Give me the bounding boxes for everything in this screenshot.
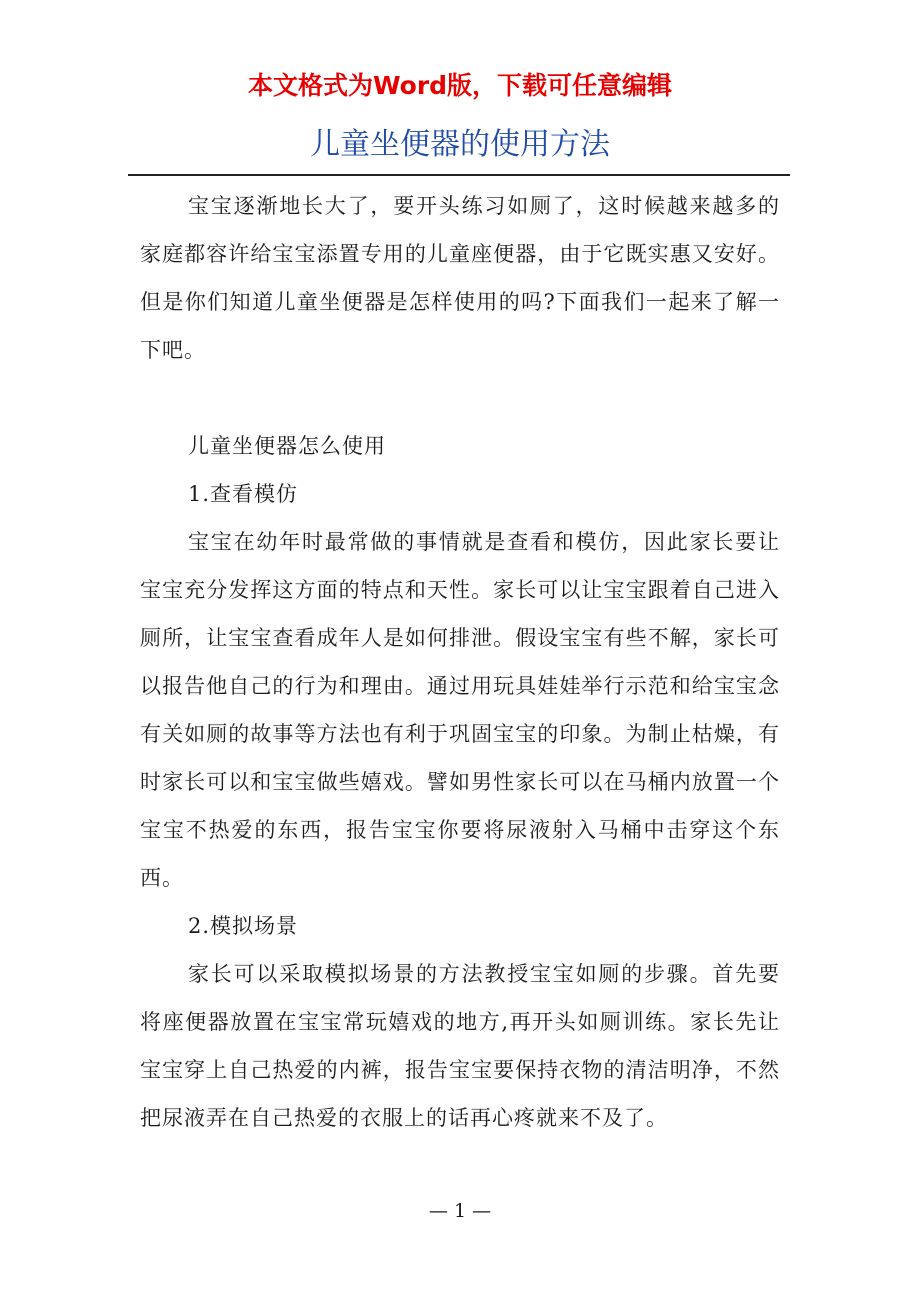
document-title: 儿童坐便器的使用方法 bbox=[310, 127, 610, 162]
document-body bbox=[140, 182, 780, 1142]
header-rule bbox=[128, 174, 790, 176]
section-heading: 儿童坐便器怎么使用 bbox=[188, 434, 386, 458]
paragraph-spacer bbox=[140, 374, 780, 422]
intro-paragraph: 宝宝逐渐地长大了，要开头练习如厕了，这时候越来越多的家庭都容许给宝宝添置专用的儿童座便器，由于它既实惠又安好。但是你们知道儿童坐便器是怎样使用的吗?下面我们一起来了解一下吧。 bbox=[140, 194, 780, 362]
page-number: — 1 — bbox=[428, 1200, 492, 1222]
step-heading-2: 2.模拟场景 bbox=[188, 914, 299, 938]
step-heading-1: 1.查看模仿 bbox=[188, 482, 299, 506]
step-1-paragraph: 宝宝在幼年时最常做的事情就是查看和模仿，因此家长要让宝宝充分发挥这方面的特点和天性。家长可以让宝宝跟着自己进入厕所，让宝宝查看成年人是如何排泄。假设宝宝有些不解，家长可以报告他自己的行为和理由。通过用玩具娃娃举行示范和给宝宝念有关如厕的故事等方法也有利于巩固宝宝的印象。为制止枯燥，有时家长可以和宝宝做些嬉戏。譬如男性家长可以在马桶内放置一个宝宝不热爱的东西，报告宝宝你要将尿液射入马桶中击穿这个东西。 bbox=[140, 530, 780, 890]
step-2-paragraph: 家长可以采取模拟场景的方法教授宝宝如厕的步骤。首先要将座便器放置在宝宝常玩嬉戏的地方,再开头如厕训练。家长先让宝宝穿上自己热爱的内裤，报告宝宝要保持衣物的清洁明净，不然把尿液弄在自己热爱的衣服上的话再心疼就来不及了。 bbox=[140, 962, 780, 1130]
format-notice-banner: 本文格式为Word版，下载可任意编辑 bbox=[247, 71, 673, 100]
